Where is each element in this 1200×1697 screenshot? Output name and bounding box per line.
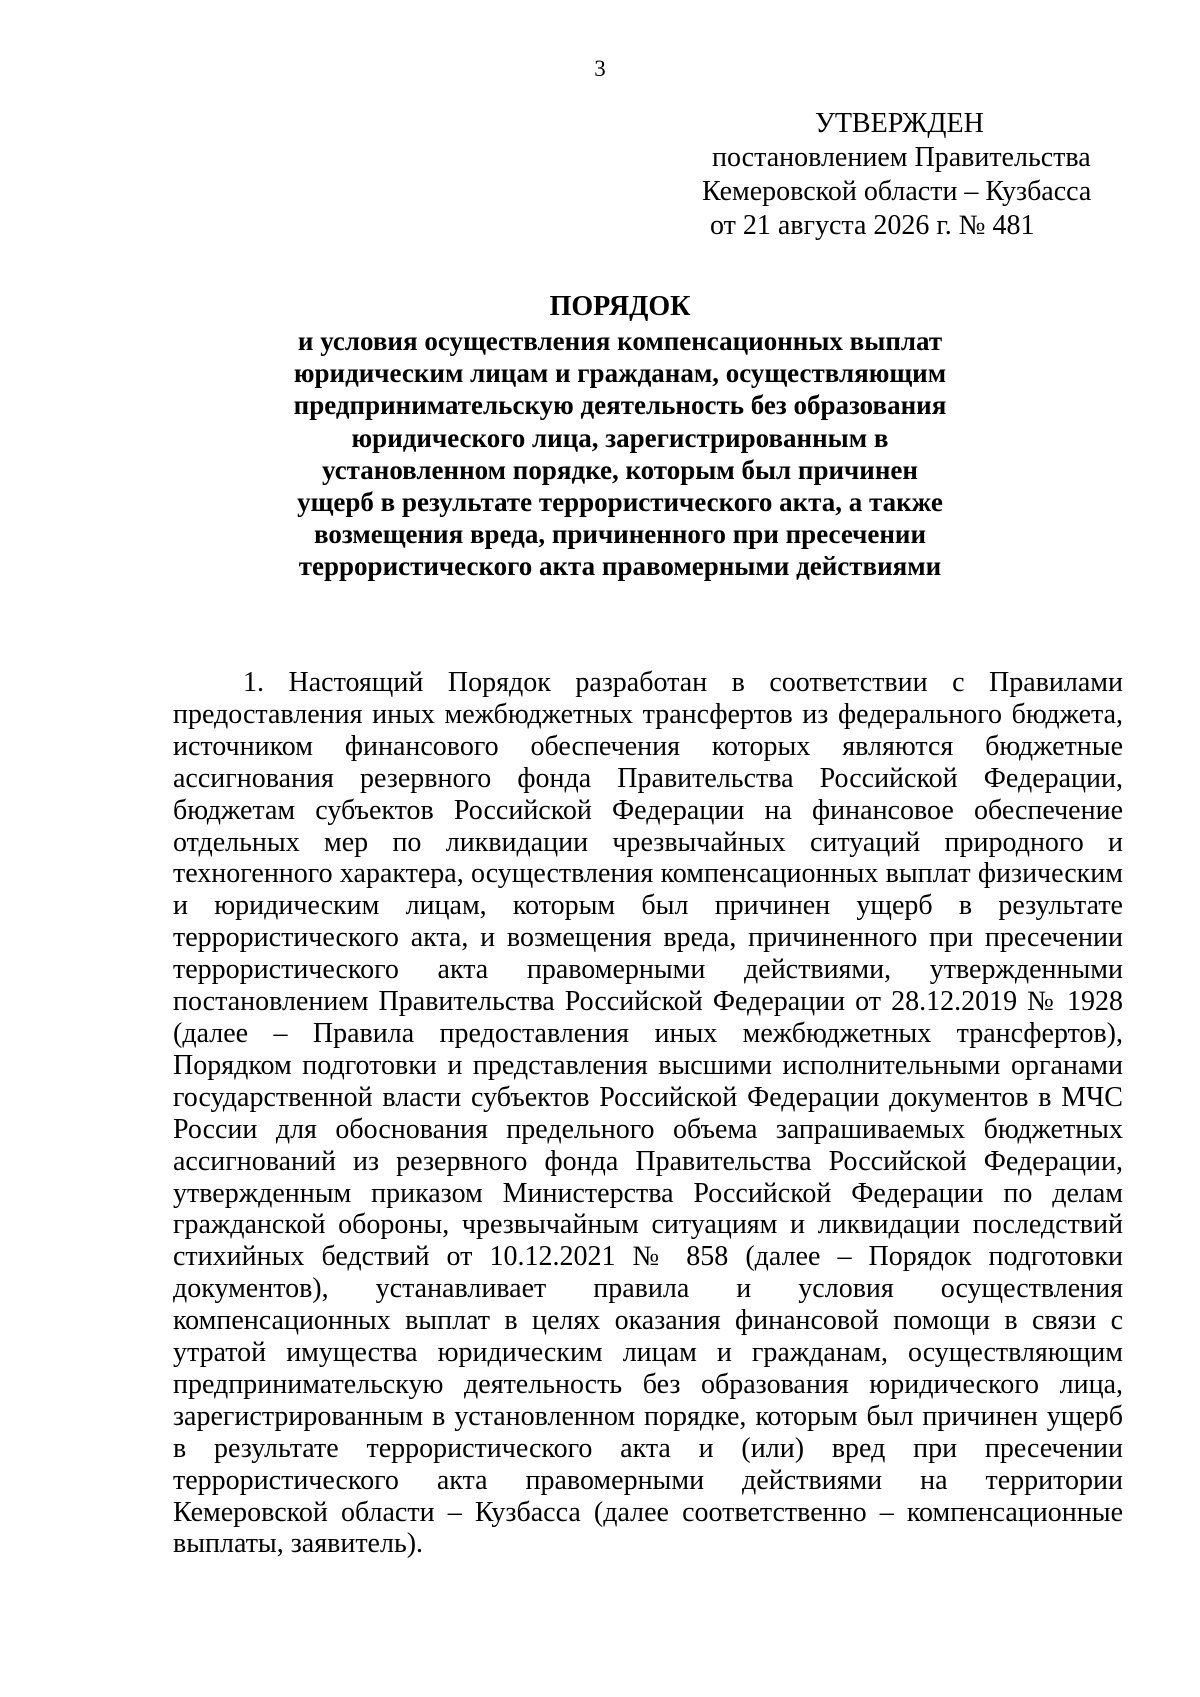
title-line: ущерб в результате террористического акта, а также [297,487,943,518]
title-line: террористического акта правомерными действиями [298,551,942,582]
title-line: установленном порядке, которым был причинен [322,454,918,485]
title-line: предпринимательскую деятельность без образования [293,390,947,421]
title-line: возмещения вреда, причиненного при пресечении [313,519,927,550]
approval-region: Кемеровской области – Кузбасса [702,176,1092,207]
title-line: юридического лица, зарегистрированным в [351,422,889,453]
document-title [220,289,1020,583]
approval-heading: УТВЕРЖДЕН [815,108,984,139]
title-heading: ПОРЯДОК [549,291,691,322]
page-number: 3 [594,56,606,81]
approval-stamp-block [702,107,1122,243]
paragraph-1: 1. Настоящий Порядок разработан в соответствии с Правилами предоставления иных межбюджетных трансфертов из федерального бюджета, источником финансового обеспечения которых являются бюджетные ассигнования резервного фонда Правительства Российской Федерации, бюджетам субъектов Российской Федерации на финансовое обеспечение отдельных мер по ликвидации чрезвычайных ситуаций природного и техногенного характера, осуществления компенсационных выплат физическим и юридическим лицам, которым был причинен ущерб в результате террористического акта, и возмещения вреда, причиненного при пресечении террористического акта правомерными действиями, утвержденными постановлением Правительства Российской Федерации от 28.12.2019 № 1928 (далее – Правила предоставления иных межбюджетных трансфертов), Порядком подготовки и представления высшими исполнительными органами государственной власти субъектов Российской Федерации документов в МЧС России для обоснования предельного объема запрашиваемых бюджетных ассигнований из резервного фонда Правительства Российской Федерации, утвержденным приказом Министерства Российской Федерации по делам гражданской обороны, чрезвычайным ситуациям и ликвидации последствий стихийных бедствий от 10.12.2021 № 858 (далее – Порядок подготовки документов), устанавливает правила и условия осуществления компенсационных выплат в целях оказания финансовой помощи в связи с утратой имущества юридическим лицам и гражданам, осуществляющим предпринимательскую деятельность без образования юридического лица, зарегистрированным в установленном порядке, которым был причинен ущерб в результате террористического акта и (или) вред при пресечении террористического акта правомерными действиями на территории Кемеровской области – Кузбасса (далее соответственно – компенсационные выплаты, заявитель). [173,667,1123,1560]
title-line: и условия осуществления компенсационных выплат [297,326,943,356]
approval-by-resolution: постановлением Правительства [712,142,1091,173]
title-line: юридическим лицам и гражданам, осуществляющим [293,358,947,389]
approval-date-number: от 21 августа 2026 г. № 481 [710,210,1035,241]
